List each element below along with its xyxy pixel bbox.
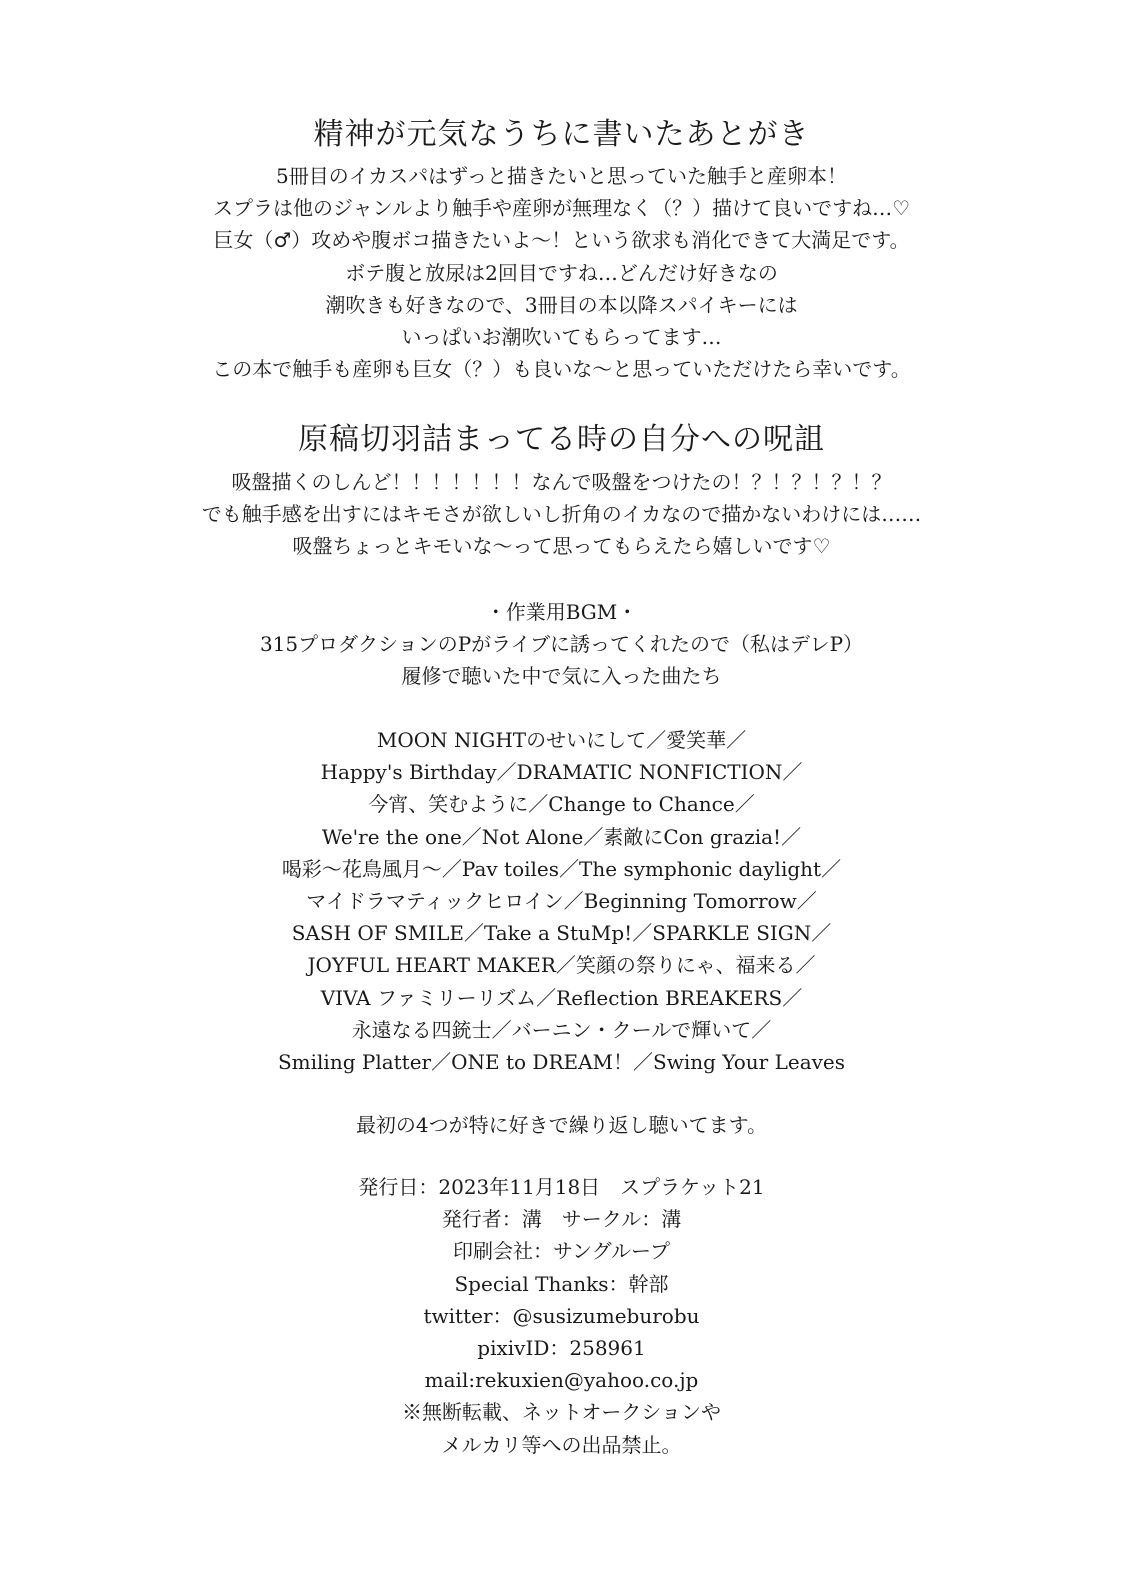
section-afterword-title: 精神が元気なうちに書いたあとがき: [313, 117, 810, 152]
bgm-note-text: 最初の4つが特に好きで繰り返し聴いてます。: [355, 1113, 768, 1137]
section-afterword-body: [0, 160, 1123, 385]
colophon-notice: メルカリ等への出品禁止。: [441, 1432, 682, 1457]
colophon-thanks: Special Thanks：幹部: [454, 1271, 669, 1296]
song-list-line: MOON NIGHTのせいにして／愛笑華／: [376, 728, 747, 752]
section-curse: [0, 418, 1123, 462]
section-afterword: [0, 113, 1123, 157]
song-list-line: VIVA ファミリーリズム／Reflection BREAKERS／: [320, 985, 803, 1010]
section-curse-body: [0, 466, 1123, 563]
bgm-section: [0, 596, 1123, 693]
bgm-note: [0, 1109, 1123, 1141]
afterword-line: いっぱいお潮吹いてもらってます…: [401, 325, 722, 350]
curse-line: 吸盤描くのしんど！！！！！！！なんで吸盤をつけたの！？！？！？！？: [231, 470, 892, 494]
curse-line: 吸盤ちょっとキモいな〜って思ってもらえたら嬉しいです♡: [292, 534, 831, 559]
song-list-line: JOYFUL HEART MAKER／笑顔の祭りにゃ、福来る／: [307, 953, 816, 978]
curse-line: でも触手感を出すにはキモさが欲しいし折角のイカなので描かないわけには……: [201, 502, 922, 527]
song-list-line: 今宵、笑むように／Change to Chance／: [368, 792, 755, 817]
afterword-line: この本で触手も産卵も巨女（？）も良いな〜と思っていただけたら幸いです。: [212, 357, 911, 382]
colophon-printer: 印刷会社：サングループ: [453, 1239, 670, 1264]
afterword-line: ボテ腹と放尿は2回目ですね…どんだけ好きなの: [345, 260, 778, 285]
afterword-line: 潮吹きも好きなので、3冊目の本以降スパイキーには: [325, 292, 798, 317]
bgm-intro-line: 履修で聴いた中で気に入った曲たち: [401, 664, 722, 689]
section-curse-title: 原稿切羽詰まってる時の自分への呪詛: [298, 422, 825, 457]
colophon-publisher: 発行者：溝 サークル：溝: [441, 1207, 682, 1232]
bgm-heading: ・作業用BGM・: [485, 600, 638, 624]
bgm-intro-line: 315プロダクションのPがライブに誘ってくれたので（私はデレP）: [259, 632, 864, 657]
song-list: [0, 724, 1123, 1078]
colophon-notice: ※無断転載、ネットオークションや: [402, 1400, 721, 1425]
song-list-line: We're the one／Not Alone／素敵にCon grazia!／: [321, 824, 802, 849]
colophon-pixiv: pixivID：258961: [477, 1336, 646, 1361]
afterword-line: スプラは他のジャンルより触手や産卵が無理なく（？）描けて良いですね…♡: [212, 196, 911, 221]
song-list-line: 永遠なる四銃士／バーニン・クールで輝いて／: [351, 1017, 772, 1042]
song-list-line: Smiling Platter／ONE to DREAM！／Swing Your Leaves: [277, 1050, 846, 1075]
song-list-line: マイドラマティックヒロイン／Beginning Tomorrow／: [306, 889, 817, 914]
song-list-line: 喝彩〜花鳥風月〜／Pav toiles／The symphonic daylight／: [281, 856, 842, 881]
colophon-mail: mail:rekuxien@yahoo.co.jp: [424, 1368, 699, 1393]
song-list-line: SASH OF SMILE／Take a StuMp!／SPARKLE SIGN／: [291, 921, 832, 946]
colophon-issue-date: 発行日：2023年11月18日 スプラケット21: [358, 1175, 765, 1199]
colophon: [0, 1171, 1123, 1461]
afterword-line: 巨女（♂）攻めや腹ボコ描きたいよ〜！という欲求も消化できて大満足です。: [213, 228, 910, 253]
song-list-line: Happy's Birthday／DRAMATIC NONFICTION／: [320, 760, 803, 785]
colophon-twitter: twitter：@susizumeburobu: [423, 1303, 700, 1328]
afterword-line: 5冊目のイカスパはずっと描きたいと思っていた触手と産卵本！: [276, 164, 847, 188]
